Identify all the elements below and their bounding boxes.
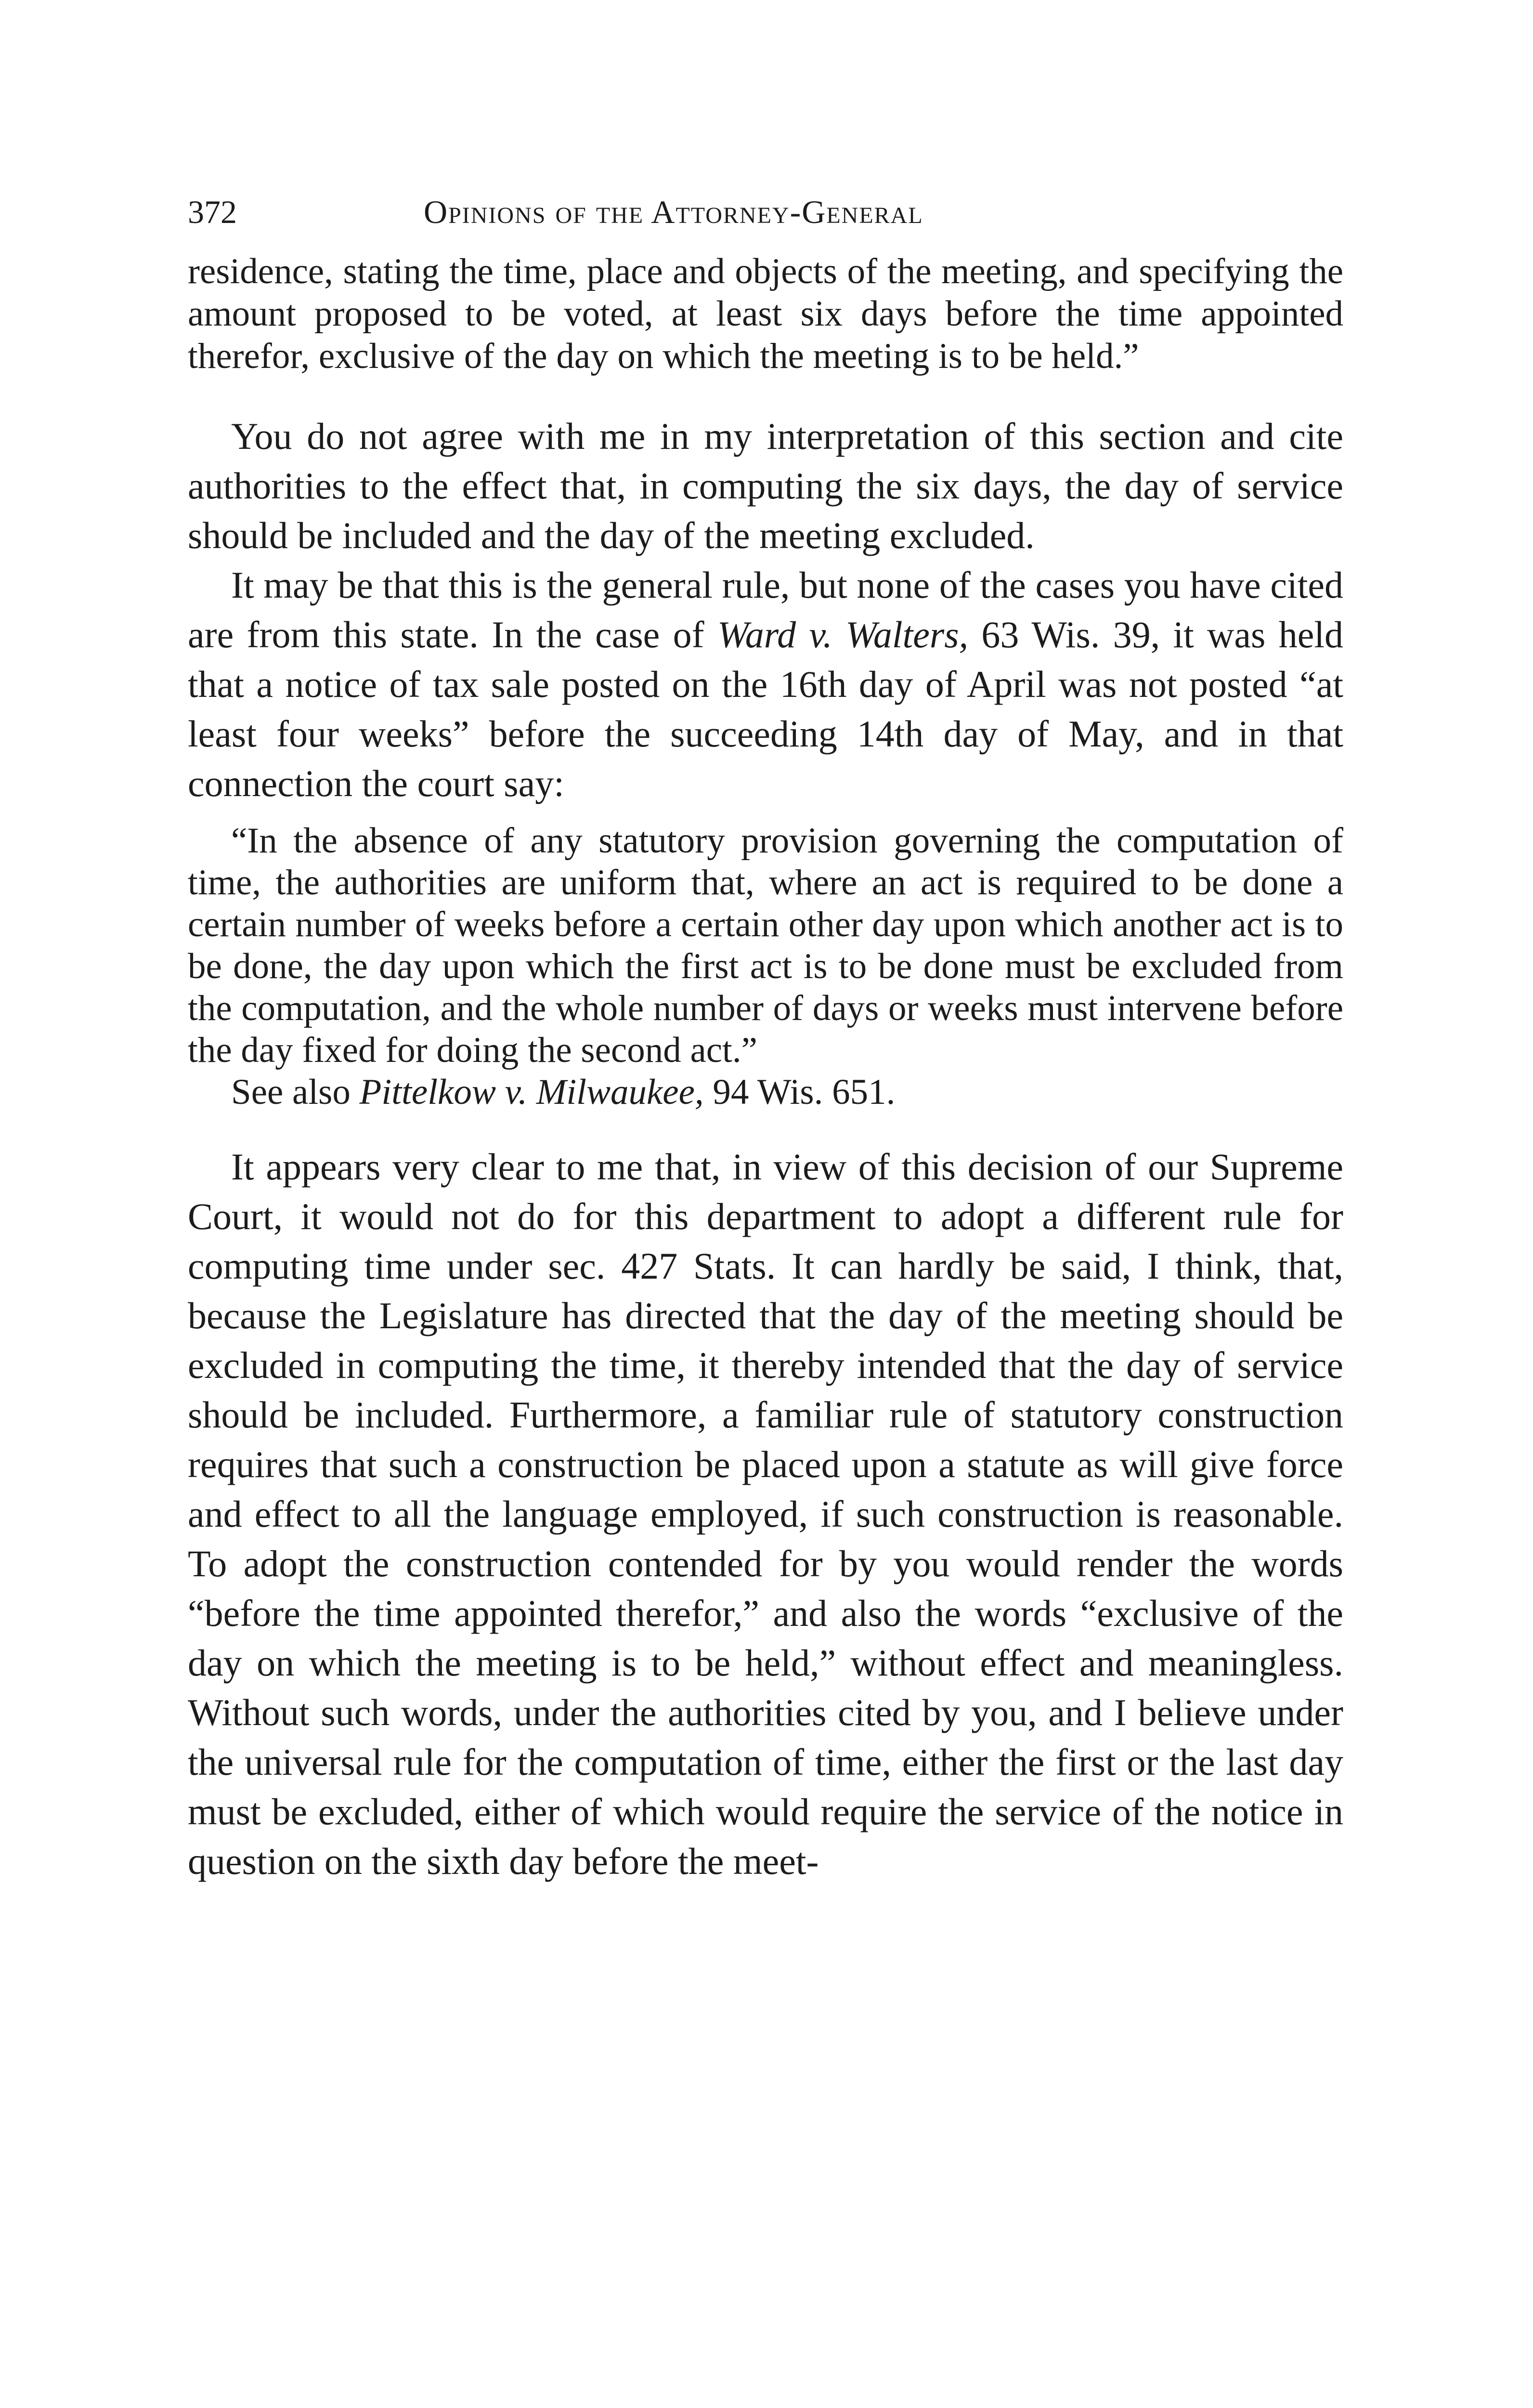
running-title: Opinions of the Attorney-General [424, 194, 923, 230]
case-citation-ward-v-walters: Ward v. Walters, [717, 614, 969, 655]
page-header [188, 183, 1343, 241]
see-also-citation [188, 1071, 1343, 1113]
quoted-statute-continuation: residence, stating the time, place and objects of the meeting, and specifying the amount proposed to be voted, at least six days before the time appointed therefor, exclusive of the day on which the meeting is to be held.” [188, 251, 1343, 376]
see-also-reference: 94 Wis. 651. [703, 1072, 896, 1112]
general-rule-text-continued: 63 Wis. 39, it was held that a notice of tax sale posted on the 16th day of April was not posted “at least four weeks” before the succeeding 14th day of May, and in that connection the court say: [188, 614, 1343, 804]
page-number: 372 [188, 194, 237, 230]
book-page [188, 183, 1343, 1886]
paragraph-conclusion: It appears very clear to me that, in view of this decision of our Supreme Court, it would not do for this department to adopt a different rule for computing time under sec. 427 Stats. It can hardly be said, I think, that, because the Legislature has directed that the day of the meeting should be excluded in computing the time, it thereby intended that the day of service should be included. Furthermore, a familiar rule of statutory construction requires that such a construction be placed upon a statute as will give force and effect to all the language employed, if such construction is reasonable. To adopt the construction contended for by you would render the words “before the time appointed therefor,” and also the words “exclusive of the day on which the meeting is to be held,” without effect and meaningless. Without such words, under the authorities cited by you, and I believe under the universal rule for the computation of time, either the first or the last day must be excluded, either of which would require the service of the notice in question on the sixth day before the meet- [188, 1146, 1343, 1882]
paragraph-disagreement: You do not agree with me in my interpretation of this section and cite authorities to the effect that, in computing the six days, the day of service should be included and the day of the meeting excluded. [188, 415, 1343, 556]
general-rule-text: It may be that this is the general rule, but none of the cases you have cited are from this state. In the case of [188, 564, 1343, 655]
paragraph-general-rule [188, 560, 1343, 808]
case-citation-pittelkow-v-milwaukee: Pittelkow v. Milwaukee, [359, 1072, 704, 1112]
see-also-prefix: See also [231, 1072, 360, 1112]
court-quotation: “In the absence of any statutory provision governing the computation of time, the authorities are uniform that, where an act is required to be done a certain number of weeks before a certain other day upon which another act is to be done, the day upon which the first act is to be done must be excluded from the computation, and the whole number of days or weeks must intervene before the day fixed for doing the second act.” [188, 821, 1343, 1070]
